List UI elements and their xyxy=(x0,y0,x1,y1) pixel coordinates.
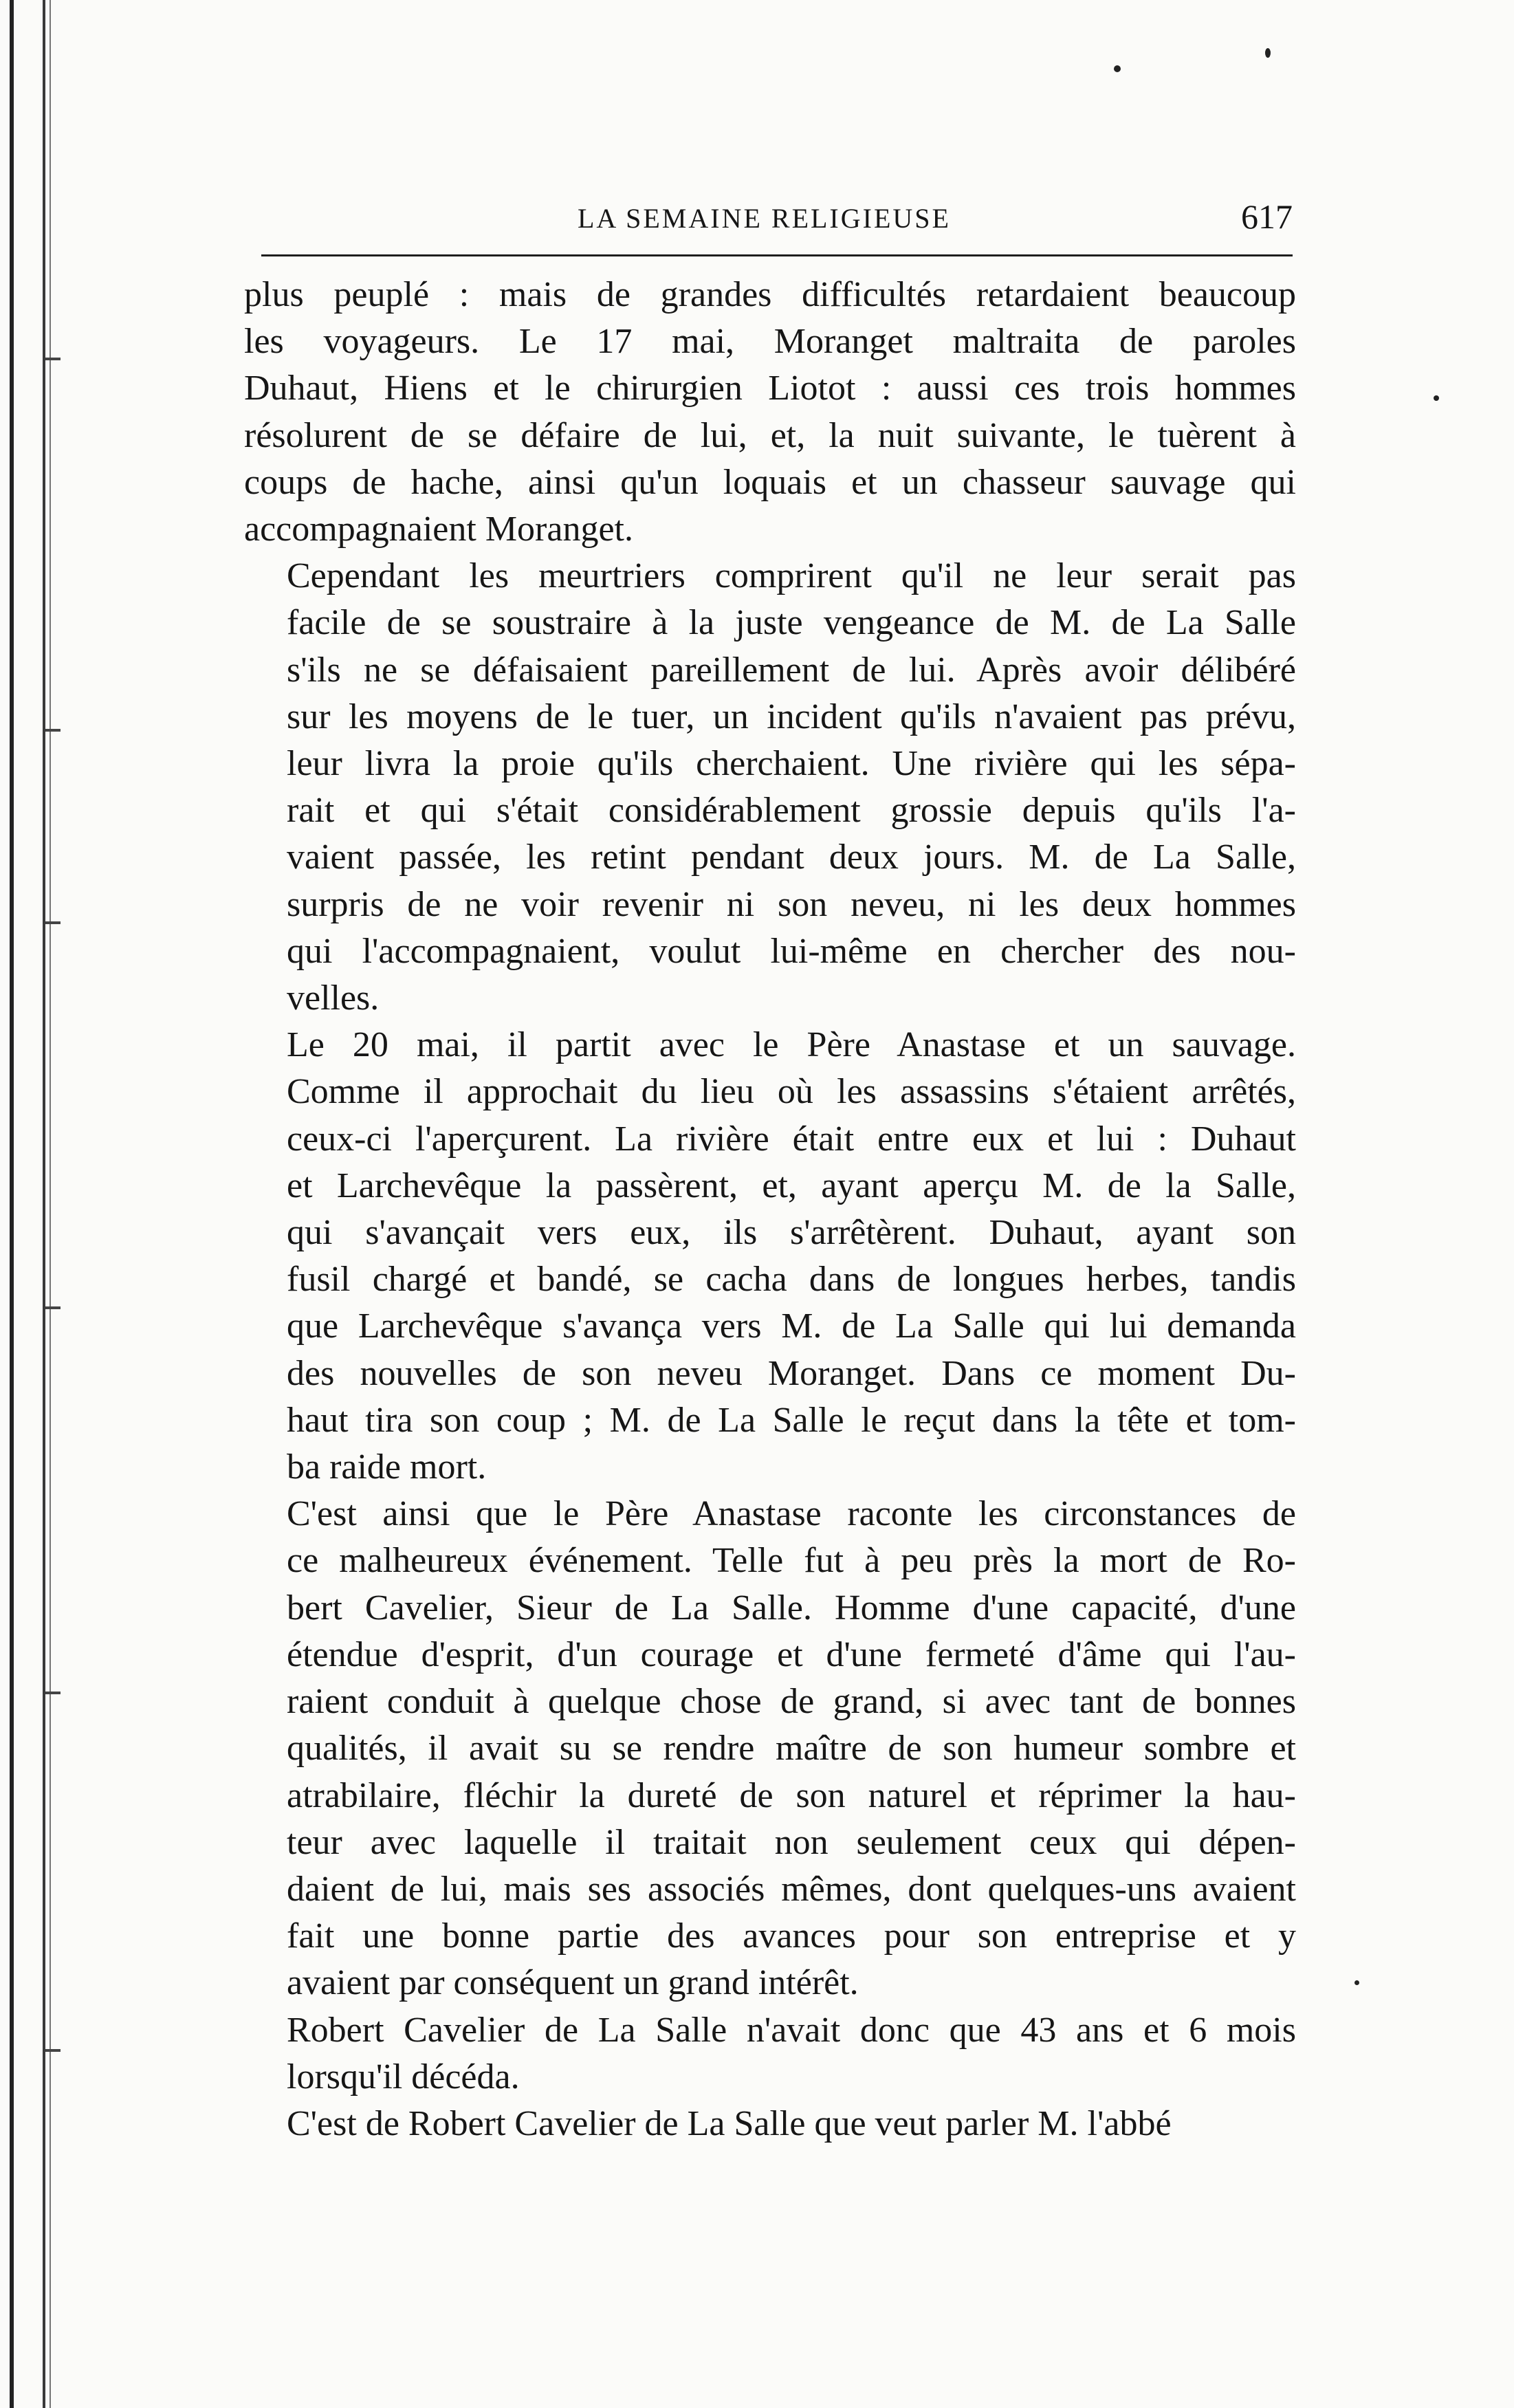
text-line: rait et qui s'était considérablement grossie depuis qu'ils l'a- xyxy=(287,791,1296,831)
text-line: fait une bonne partie des avances pour son entreprise et y xyxy=(287,1916,1296,1956)
text-line: teur avec laquelle il traitait non seulement ceux qui dépen- xyxy=(287,1822,1296,1862)
text-line: les voyageurs. Le 17 mai, Moranget maltraita de paroles xyxy=(244,322,1296,362)
page-number: 617 xyxy=(1241,197,1293,236)
paragraph xyxy=(244,272,1296,553)
text-line: Duhaut, Hiens et le chirurgien Liotot : aussi ces trois hommes xyxy=(244,369,1296,408)
paper-speck xyxy=(1114,65,1121,72)
binding-mark xyxy=(45,2049,61,2052)
binding-mark xyxy=(45,729,61,732)
text-line: lorsqu'il décéda. xyxy=(287,2057,520,2097)
paragraph xyxy=(244,1491,1296,2006)
running-head: LA SEMAINE RELIGIEUSE xyxy=(578,203,951,234)
text-line: Robert Cavelier de La Salle n'avait donc que 43 ans et 6 mois xyxy=(287,2010,1296,2050)
paragraph xyxy=(244,1022,1296,1491)
text-line: Comme il approchait du lieu où les assassins s'étaient arrêtés, xyxy=(287,1072,1296,1112)
text-line: ce malheureux événement. Telle fut à peu près la mort de Ro- xyxy=(287,1541,1296,1581)
text-line: daient de lui, mais ses associés mêmes, dont quelques-uns avaient xyxy=(287,1869,1296,1909)
body-text xyxy=(244,272,1296,2147)
text-line: que Larchevêque s'avança vers M. de La Salle qui lui demanda xyxy=(287,1306,1296,1346)
page-header xyxy=(261,193,1293,248)
paragraph xyxy=(244,553,1296,1022)
text-line: sur les moyens de le tuer, un incident qu'ils n'avaient pas prévu, xyxy=(287,697,1296,736)
text-line: velles. xyxy=(287,978,380,1018)
text-line: vaient passée, les retint pendant deux jours. M. de La Salle, xyxy=(287,838,1296,877)
text-line: des nouvelles de son neveu Moranget. Dans ce moment Du- xyxy=(287,1353,1296,1393)
text-line: atrabilaire, fléchir la dureté de son naturel et réprimer la hau- xyxy=(287,1775,1296,1815)
paper-speck xyxy=(1265,48,1271,58)
text-line: accompagnaient Moranget. xyxy=(244,510,633,549)
text-line: et Larchevêque la passèrent, et, ayant aperçu M. de la Salle, xyxy=(287,1165,1296,1205)
text-line: surpris de ne voir revenir ni son neveu, ni les deux hommes xyxy=(287,884,1296,924)
text-line: avaient par conséquent un grand intérêt. xyxy=(287,1963,859,2003)
binding-rule xyxy=(50,0,51,2408)
text-line: résolurent de se défaire de lui, et, la nuit suivante, le tuèrent à xyxy=(244,415,1296,455)
binding-mark xyxy=(45,1306,61,1309)
text-line: s'ils ne se défaisaient pareillement de lui. Après avoir délibéré xyxy=(287,650,1296,690)
binding-mark xyxy=(45,921,61,924)
paragraph xyxy=(244,2007,1296,2101)
binding-mark xyxy=(45,358,61,360)
binding-mark xyxy=(45,1692,61,1694)
text-line: ceux-ci l'aperçurent. La rivière était entre eux et lui : Duhaut xyxy=(287,1119,1296,1159)
text-line: coups de hache, ainsi qu'un loquais et un chasseur sauvage qui xyxy=(244,462,1296,502)
text-line: qui l'accompagnaient, voulut lui-même en chercher des nou- xyxy=(287,931,1296,971)
paper-speck xyxy=(1434,395,1439,401)
text-line: ba raide mort. xyxy=(287,1447,487,1487)
text-line: leur livra la proie qu'ils cherchaient. Une rivière qui les sépa- xyxy=(287,744,1296,784)
text-line: bert Cavelier, Sieur de La Salle. Homme d'une capacité, d'une xyxy=(287,1588,1296,1628)
text-line: étendue d'esprit, d'un courage et d'une fermeté d'âme qui l'au- xyxy=(287,1634,1296,1674)
paper-speck xyxy=(1354,1980,1359,1985)
binding-gutter xyxy=(0,0,76,2408)
text-line: haut tira son coup ; M. de La Salle le reçut dans la tête et tom- xyxy=(287,1400,1296,1440)
text-line: fusil chargé et bandé, se cacha dans de longues herbes, tandis xyxy=(287,1260,1296,1300)
binding-rule xyxy=(10,0,14,2408)
text-line: C'est ainsi que le Père Anastase raconte les circonstances de xyxy=(287,1494,1296,1534)
text-line: Cependant les meurtriers comprirent qu'il ne leur serait pas xyxy=(287,556,1296,596)
text-line: plus peuplé : mais de grandes difficultés retardaient beaucoup xyxy=(244,275,1296,314)
text-line: C'est de Robert Cavelier de La Salle que veut parler M. l'abbé xyxy=(287,2103,1172,2143)
text-line: qui s'avançait vers eux, ils s'arrêtèrent. Duhaut, ayant son xyxy=(287,1213,1296,1253)
text-line: Le 20 mai, il partit avec le Père Anastase et un sauvage. xyxy=(287,1025,1296,1065)
paragraph xyxy=(244,2101,1296,2147)
text-line: facile de se soustraire à la juste vengeance de M. de La Salle xyxy=(287,603,1296,643)
text-line: qualités, il avait su se rendre maître de son humeur sombre et xyxy=(287,1729,1296,1769)
header-rule xyxy=(261,254,1293,256)
text-line: raient conduit à quelque chose de grand, si avec tant de bonnes xyxy=(287,1682,1296,1722)
binding-rule xyxy=(43,0,45,2408)
